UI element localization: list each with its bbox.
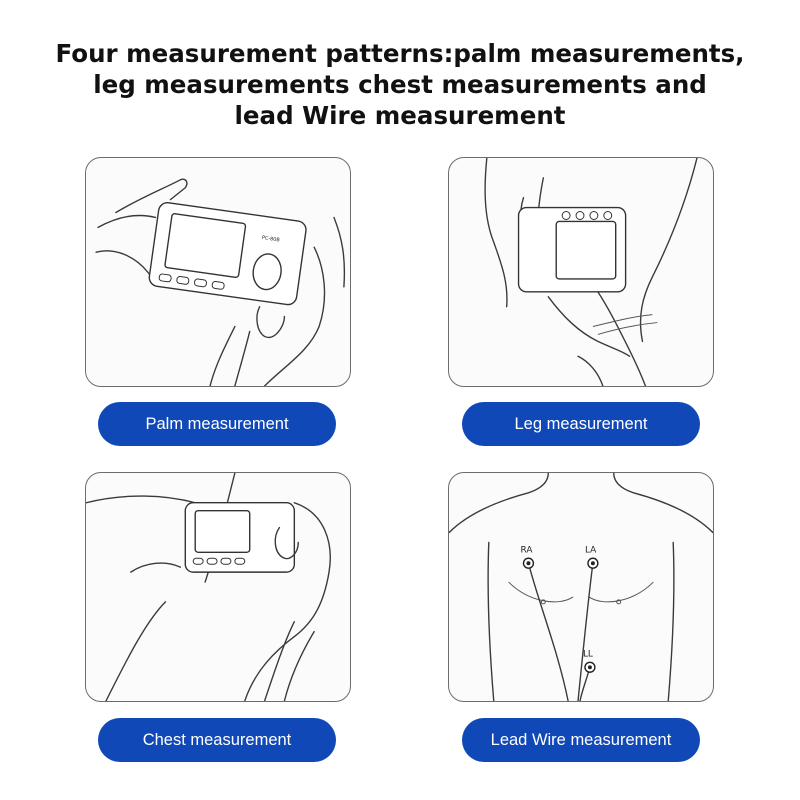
electrode-label-ra: RA xyxy=(520,545,533,556)
leg-illustration-drawing xyxy=(449,158,713,386)
lead-wire-measurement-label: Lead Wire measurement xyxy=(462,718,700,762)
chest-illustration-drawing xyxy=(86,473,350,701)
palm-measurement-label: Palm measurement xyxy=(98,402,336,446)
chest-measurement-label: Chest measurement xyxy=(98,718,336,762)
title-line-3: lead Wire measurement xyxy=(234,101,566,130)
electrode-label-ll: LL xyxy=(582,649,593,660)
palm-measurement-illustration xyxy=(85,157,351,387)
title-line-2: leg measurements chest measurements and xyxy=(93,70,707,99)
electrode-label-la: LA xyxy=(584,545,597,556)
lead-wire-illustration-drawing xyxy=(449,473,713,701)
leg-measurement-illustration xyxy=(448,157,714,387)
chest-measurement-illustration xyxy=(85,472,351,702)
page-title xyxy=(40,38,760,131)
device-model-label: PC-80B xyxy=(261,234,281,244)
palm-illustration-drawing xyxy=(86,158,350,386)
lead-wire-measurement-illustration xyxy=(448,472,714,702)
title-line-1: Four measurement patterns:palm measurements, xyxy=(55,39,745,68)
leg-measurement-label: Leg measurement xyxy=(462,402,700,446)
